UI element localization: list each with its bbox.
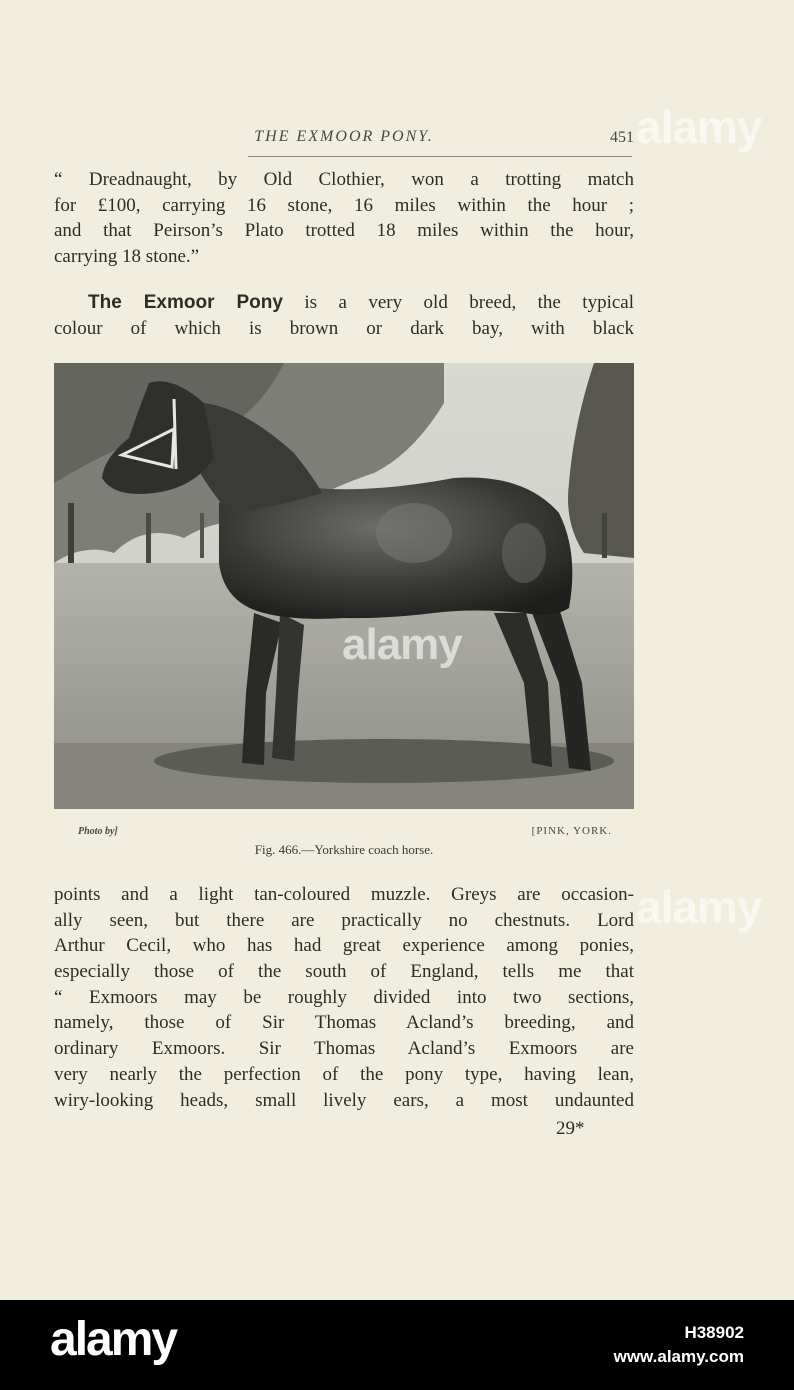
text-line: wiry-looking heads, small lively ears, a most undaunted [54, 1089, 634, 1111]
figure-caption: Fig. 466.—Yorkshire coach horse. [254, 842, 434, 857]
watermark: alamy [636, 101, 762, 153]
text-line: “ Dreadnaught, by Old Clothier, won a trotting match [54, 169, 634, 190]
text-line: carrying 18 stone.” [54, 246, 200, 268]
text-line: especially those of the south of England, tells me that [54, 961, 634, 983]
page-number: 451 [610, 129, 634, 146]
running-head-title: THE EXMOOR PONY. [254, 128, 434, 145]
paragraph-1 [54, 167, 634, 270]
text-line: very nearly the perfection of the pony type, having lean, [54, 1063, 634, 1085]
watermark: alamy [636, 881, 762, 933]
text-line: “ Exmoors may be roughly divided into two sections, [54, 986, 634, 1008]
watermark: alamy [342, 620, 462, 669]
image-id: H38902 [684, 1323, 744, 1342]
paragraph-3 [54, 882, 634, 1113]
text-line: ordinary Exmoors. Sir Thomas Acland’s Exmoors are [54, 1038, 634, 1060]
photo-illustration [54, 363, 634, 809]
site-url: www.alamy.com [613, 1347, 744, 1366]
bold-lead-term: The Exmoor Pony [88, 292, 283, 313]
text-line: Arthur Cecil, who has had great experience among ponies, [54, 935, 634, 957]
text-line [54, 290, 634, 316]
photo-credit-left: Photo by] [78, 826, 118, 837]
text-line: namely, those of Sir Thomas Acland’s breeding, and [54, 1012, 634, 1034]
horse-photograph [54, 363, 634, 809]
alamy-logo: alamy [50, 1313, 177, 1366]
text-line: and that Peirson’s Plato trotted 18 miles within the hour, [54, 220, 634, 242]
signature-mark: 29* [556, 1118, 585, 1139]
text-line: points and a light tan-coloured muzzle. Greys are occasion- [54, 884, 634, 905]
text-line: ally seen, but there are practically no chestnuts. Lord [54, 909, 634, 931]
running-head [54, 128, 634, 150]
header-rule [248, 156, 632, 157]
text-line: for £100, carrying 16 stone, 16 miles within the hour ; [54, 194, 634, 216]
footer-bar [0, 1300, 794, 1390]
text-line: colour of which is brown or dark bay, with black [54, 317, 634, 339]
text-line-rest: is a very old breed, the typical [282, 292, 634, 313]
paragraph-2 [54, 290, 634, 341]
photo-credit-right: [PINK, YORK. [531, 825, 612, 837]
